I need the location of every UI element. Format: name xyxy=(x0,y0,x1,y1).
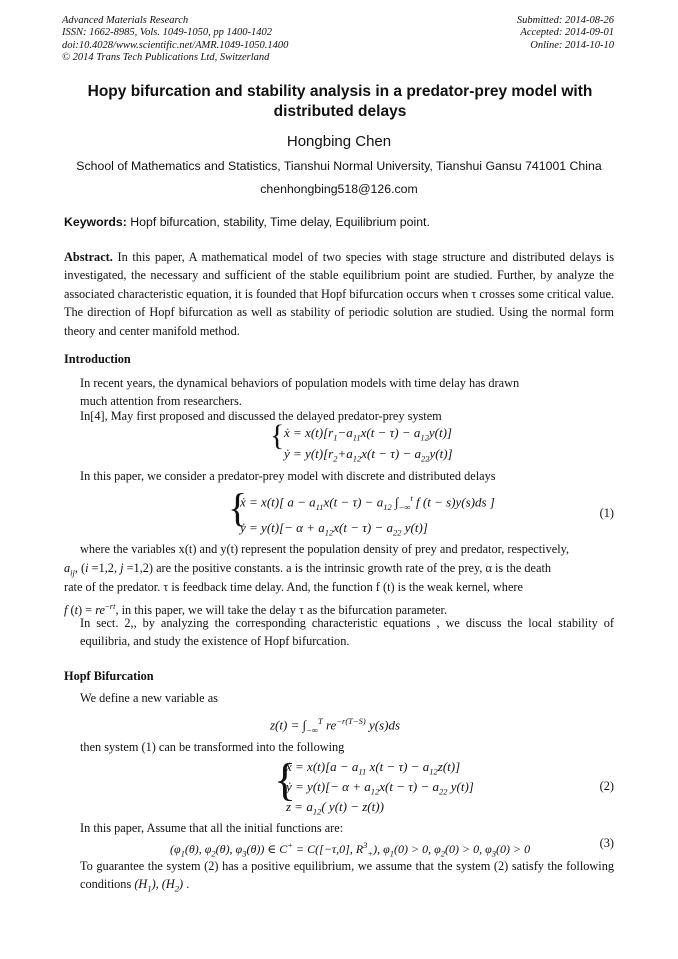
intro-p4c: rate of the predator. τ is feedback time delay. And, the function f (t) is the weak kernel, where xyxy=(64,580,523,594)
hopf-p4-line: To guarantee the system (2) has a positive equilibrium, we assume that the system (2) satisfy the following conditions $(H_1)$, $(H_2)$ . xyxy=(80,859,614,894)
journal-header xyxy=(62,15,288,64)
paper-title: Hopy bifurcation and stability analysis in a predator-prey model with distributed delays xyxy=(87,83,593,120)
intro-p4b-line: $a_{ij}$, (i =1,2, j =1,2) are the positive constants. a is the intrinsic growth rate of the prey, α is the death xyxy=(64,561,552,578)
keywords-text: Hopf bifurcation, stability, Time delay, Equilibrium point. xyxy=(130,215,430,229)
dates-header xyxy=(517,15,614,52)
intro-p3: In this paper, we consider a predator-prey model with discrete and distributed delays xyxy=(80,469,496,483)
intro-p1-line2: much attention from researchers. xyxy=(80,394,242,408)
issn: ISSN: 1662-8985, Vols. 1049-1050, pp 1400-1402 xyxy=(62,27,272,39)
abstract-label: Abstract. xyxy=(64,250,113,264)
equation-1-number: (1) xyxy=(599,506,614,520)
journal-name: Advanced Materials Research xyxy=(62,15,189,26)
hopf-p4: To guarantee the system (2) has a positive equilibrium, we assume that the system (2) satisfy the following conditions xyxy=(80,859,614,892)
equation-3-number: (3) xyxy=(599,836,614,850)
intro-p1-line1: In recent years, the dynamical behaviors of population models with time delay has drawn xyxy=(80,376,520,390)
hopf-p3: In this paper, Assume that all the initial functions are: xyxy=(80,821,344,835)
keywords xyxy=(64,213,614,231)
submitted-date: Submitted: 2014-08-26 xyxy=(516,15,614,26)
intro-p5: In sect. 2,, by analyzing the corresponding characteristic equations , we discuss the local stability of equilibria, and study the existence of Hopf bifurcation. xyxy=(80,616,614,649)
affiliation: School of Mathematics and Statistics, Tianshui Normal University, Tianshui Gansu 741001 China xyxy=(76,159,602,173)
keywords-label: Keywords: xyxy=(64,215,127,229)
intro-p2: In[4], May first proposed and discussed the delayed predator-prey system xyxy=(80,409,442,423)
hopf-p1: We define a new variable as xyxy=(80,691,218,705)
abstract-text: In this paper, A mathematical model of two species with stage structure and distributed delays is investigated, the necessary and sufficient of the stable equilibrium point are studied. Further, by analyze the associated characteristic equation, it is founded that Hopf bifurcation occurs when τ crosses some critical value. The direction of Hopf bifurcation as well as stability of periodic solution are studied. Using the normal form theory and center manifold method. xyxy=(64,250,614,338)
hopf-heading: Hopf Bifurcation xyxy=(64,669,154,683)
accepted-date: Accepted: 2014-09-01 xyxy=(520,27,614,39)
email: chenhongbing518@126.com xyxy=(260,182,418,196)
online-date: Online: 2014-10-10 xyxy=(530,39,614,51)
equation-2-number: (2) xyxy=(599,779,614,793)
copyright: © 2014 Trans Tech Publications Ltd, Switzerland xyxy=(62,51,270,63)
author: Hongbing Chen xyxy=(286,133,392,150)
intro-p4d-line: f $(t) = re^{-rt}$, in this paper, we will take the delay τ as the bifurcation parameter. xyxy=(64,601,448,618)
doi: doi:10.4028/www.scientific.net/AMR.1049-1050.1400 xyxy=(62,39,289,51)
hopf-p2: then system (1) can be transformed into the following xyxy=(80,740,345,754)
abstract xyxy=(64,248,614,340)
intro-p4d: , in this paper, we will take the delay τ as the bifurcation parameter. xyxy=(115,603,448,618)
intro-heading: Introduction xyxy=(64,352,131,366)
intro-p4b: are the positive constants. a is the intrinsic growth rate of the prey, α is the death xyxy=(156,561,552,575)
intro-p4a: where the variables x(t) and y(t) represent the population density of prey and predator, respectively, xyxy=(80,542,570,556)
